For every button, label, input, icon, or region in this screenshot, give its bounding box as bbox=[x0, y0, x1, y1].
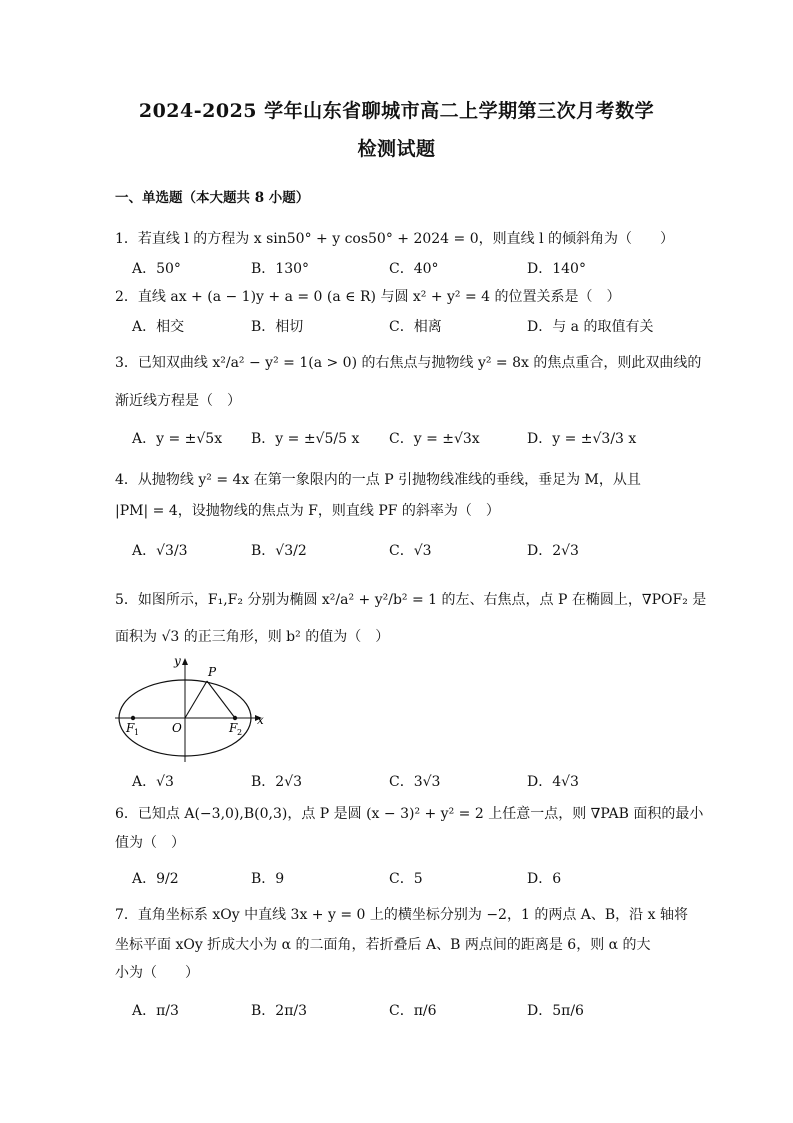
q7-option-b: B．2π/3 bbox=[251, 1003, 308, 1019]
question-7-stem-line3: 小为（ ） bbox=[115, 965, 199, 981]
q5-option-b: B．2√3 bbox=[251, 774, 303, 790]
page-subtitle: 检测试题 bbox=[357, 138, 436, 160]
q2-option-c: C．相离 bbox=[389, 319, 442, 335]
q1-option-c: C．40° bbox=[389, 261, 439, 277]
q5-option-d: D．4√3 bbox=[527, 774, 579, 790]
q2-option-d: D．与 a 的取值有关 bbox=[527, 319, 654, 335]
q2-option-a: A．相交 bbox=[132, 319, 185, 335]
question-3-stem-line2: 渐近线方程是（ ） bbox=[115, 393, 241, 409]
y-axis-label: y bbox=[174, 654, 181, 668]
focus-f2-point bbox=[233, 716, 237, 720]
question-2-stem: 2．直线 ax + (a − 1)y + a = 0 (a ∈ R) 与圆 x² + y² = 4 的位置关系是（ ） bbox=[115, 289, 621, 305]
question-4-stem-line1: 4．从抛物线 y² = 4x 在第一象限内的一点 P 引抛物线准线的垂线，垂足为 M，从且 bbox=[115, 472, 641, 488]
f2-label: F bbox=[229, 721, 238, 735]
q6-option-c: C．5 bbox=[389, 871, 423, 887]
q4-option-a: A．√3/3 bbox=[132, 543, 188, 559]
page-title: 2024-2025 学年山东省聊城市高二上学期第三次月考数学 bbox=[138, 100, 655, 122]
q6-option-d: D．6 bbox=[527, 871, 562, 887]
q5-option-c: C．3√3 bbox=[389, 774, 441, 790]
q7-option-c: C．π/6 bbox=[389, 1003, 437, 1019]
q2-option-b: B．相切 bbox=[251, 319, 304, 335]
q3-option-c: C．y = ±√3x bbox=[389, 431, 480, 447]
question-1-stem: 1．若直线 l 的方程为 x sin50° + y cos50° + 2024 = 0，则直线 l 的倾斜角为（ ） bbox=[115, 231, 675, 247]
question-5-stem-line2: 面积为 √3 的正三角形，则 b² 的值为（ ） bbox=[115, 629, 390, 645]
point-p-label: P bbox=[208, 665, 217, 679]
y-axis-arrow bbox=[182, 658, 188, 665]
focus-f1-point bbox=[131, 716, 135, 720]
f1-label: F bbox=[126, 721, 135, 735]
q1-option-d: D．140° bbox=[527, 261, 586, 277]
question-7-stem-line2: 坐标平面 xOy 折成大小为 α 的二面角，若折叠后 A、B 两点间的距离是 6，则 α 的大 bbox=[115, 937, 651, 953]
q3-option-d: D．y = ±√3/3 x bbox=[527, 431, 637, 447]
q7-option-a: A．π/3 bbox=[132, 1003, 179, 1019]
f1-subscript: 1 bbox=[134, 728, 140, 737]
segment-op bbox=[185, 681, 207, 718]
question-3-stem-line1: 3．已知双曲线 x²/a² − y² = 1(a > 0) 的右焦点与抛物线 y² = 8x 的焦点重合，则此双曲线的 bbox=[115, 355, 702, 371]
f2-subscript: 2 bbox=[237, 728, 243, 737]
x-axis-label: x bbox=[257, 713, 264, 727]
q4-option-c: C．√3 bbox=[389, 543, 432, 559]
question-5-stem-line1: 5．如图所示，F₁,F₂ 分别为椭圆 x²/a² + y²/b² = 1 的左、右焦点，点 P 在椭圆上，∇POF₂ 是 bbox=[115, 592, 707, 608]
q5-option-a: A．√3 bbox=[132, 774, 174, 790]
question-6-stem-line1: 6．已知点 A(−3,0),B(0,3)，点 P 是圆 (x − 3)² + y² = 2 上任意一点，则 ∇PAB 面积的最小 bbox=[115, 806, 704, 822]
q6-option-a: A．9/2 bbox=[132, 871, 179, 887]
question-7-stem-line1: 7．直角坐标系 xOy 中直线 3x + y = 0 上的横坐标分别为 −2，1 的两点 A、B，沿 x 轴将 bbox=[115, 907, 688, 923]
question-4-stem-line2: |PM| = 4，设抛物线的焦点为 F，则直线 PF 的斜率为（ ） bbox=[115, 503, 500, 519]
q1-option-a: A．50° bbox=[132, 261, 181, 277]
q7-option-d: D．5π/6 bbox=[527, 1003, 584, 1019]
q6-option-b: B．9 bbox=[251, 871, 285, 887]
q4-option-b: B．√3/2 bbox=[251, 543, 307, 559]
ellipse-figure bbox=[110, 652, 280, 767]
section-header: 一、单选题（本大题共 8 小题） bbox=[115, 190, 310, 206]
q1-option-b: B．130° bbox=[251, 261, 310, 277]
q3-option-b: B．y = ±√5/5 x bbox=[251, 431, 360, 447]
q4-option-d: D．2√3 bbox=[527, 543, 579, 559]
origin-label: O bbox=[172, 721, 182, 735]
q3-option-a: A．y = ±√5x bbox=[132, 431, 223, 447]
question-6-stem-line2: 值为（ ） bbox=[115, 835, 185, 851]
